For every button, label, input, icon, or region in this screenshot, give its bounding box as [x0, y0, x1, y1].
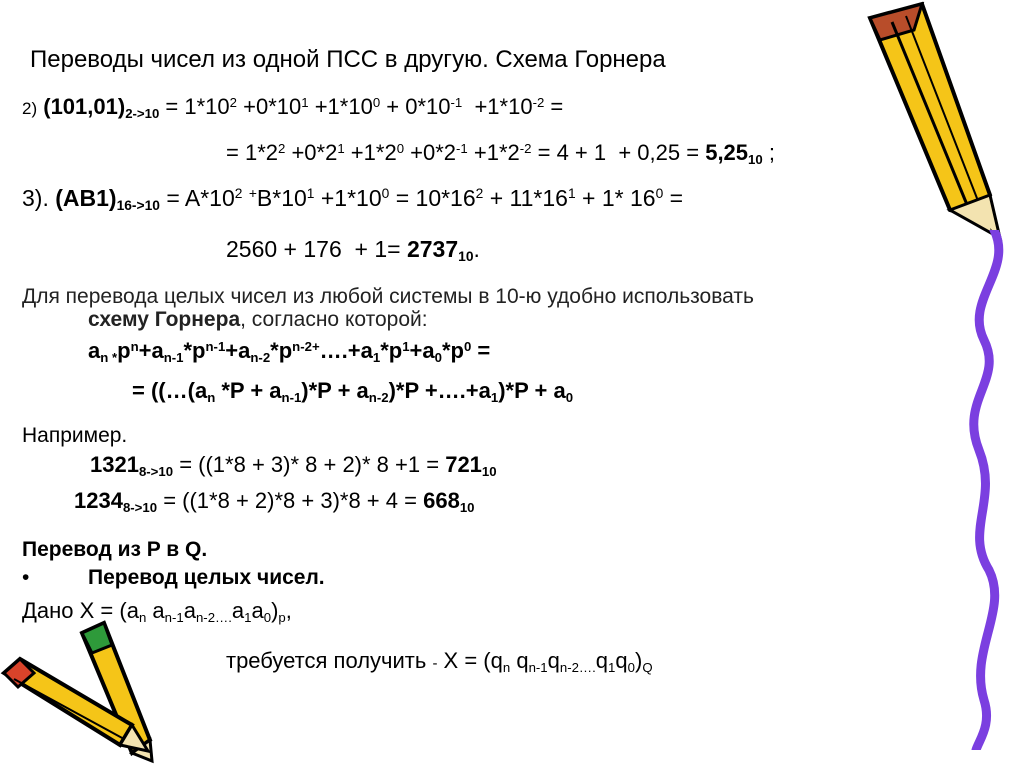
octal-example-1-result-base: 10	[481, 463, 497, 479]
example-2-lhs: (101,01)	[43, 94, 126, 119]
octal-example-2	[74, 488, 474, 514]
example-2-result: 5,25	[705, 140, 749, 165]
example-2-number: 2)	[22, 99, 38, 118]
squiggle-line	[954, 230, 1024, 750]
pq-heading: Перевод из P в Q.	[22, 538, 208, 561]
octal-example-1-expr: = ((1*8 + 3)* 8 + 2)* 8 +1 =	[179, 452, 440, 477]
horner-intro-rest: , согласно которой:	[240, 308, 428, 331]
octal-example-1	[90, 452, 497, 478]
horner-intro-line2	[88, 308, 428, 332]
octal-example-2-base: 8->10	[122, 499, 158, 515]
page-title: Переводы чисел из одной ПСС в другую. Схема Горнера	[30, 46, 666, 73]
example-3-result: 2737	[406, 236, 459, 262]
octal-example-2-result: 668	[423, 488, 460, 513]
example-3-lhs: (AB1)	[55, 185, 117, 211]
pencil-illustration-top	[862, 0, 1012, 250]
example-2-result-base: 10	[748, 151, 763, 167]
octal-example-1-lhs: 1321	[90, 452, 139, 477]
octal-example-1-base: 8->10	[138, 463, 174, 479]
horner-intro: Для перевода целых чисел из любой системы в 10-ю удобно использовать	[22, 285, 754, 308]
given-line: Дано $X = (a_n$ $a_{n-1}a_{n-2\dots.}a_1a_0)_p$,	[22, 598, 292, 625]
horner-scheme-term: схему Горнера	[88, 308, 241, 331]
example-3-lhs-base: 16->10	[116, 198, 160, 214]
example-3-line1: 3). $(AB1)_{16->10} = A*10^2$ $^+B*10^1 +1*10^0 = 10*16^2 + 11*16^1 + 1*$ $16^0$ =	[22, 185, 684, 214]
required-line: требуется получить - $X = (q_n$ $q_{n-1}q_{n-2\dots.}q_1q_0)_Q$	[226, 648, 653, 675]
bullet-item	[22, 566, 325, 590]
example-3-result-base: 10	[458, 249, 474, 265]
octal-example-2-result-base: 10	[459, 499, 475, 515]
example-2-line2: = $1*2^2 +0*2^1 +1*2^0 +0*2^{-1} +1*2^{-2} = 4 + 1 + 0,25 = 5,25_{10}$ ;	[226, 140, 775, 167]
example-2-lhs-base: 2->10	[125, 105, 160, 121]
horner-formula-1: $a_{n *}p^n+a_{n-1}*p^{n-1}+a_{n-2}*p^{n-2+}\dots.+a_1*p^1+a_0*p^0$ =	[88, 338, 491, 365]
bullet-marker: •	[22, 566, 30, 589]
pencils-illustration-bottom	[0, 615, 160, 765]
horner-formula-2: = (($\dots(a_n$ $*P + a_{n-1})*P + a_{n-2})*P$ $+\dots.+a_1)*P + a_0$	[132, 378, 574, 405]
octal-example-2-expr: = ((1*8 + 2)*8 + 3)*8 + 4 =	[163, 488, 417, 513]
example-label: Например.	[22, 424, 128, 447]
example-3-number: 3).	[22, 185, 49, 211]
octal-example-1-result: 721	[445, 452, 482, 477]
bullet-text: Перевод целых чисел.	[88, 566, 325, 589]
example-2-line1: 2) $(101,01)_{2->10} = 1*10^2 +0*10^1 +1*10^0 + 0*10^{-1} +1*10^{-2}$ =	[22, 94, 564, 121]
octal-example-2-lhs: 1234	[74, 488, 123, 513]
example-3-line2: $2560 + 176 + 1= 2737_{10}$.	[226, 236, 480, 265]
